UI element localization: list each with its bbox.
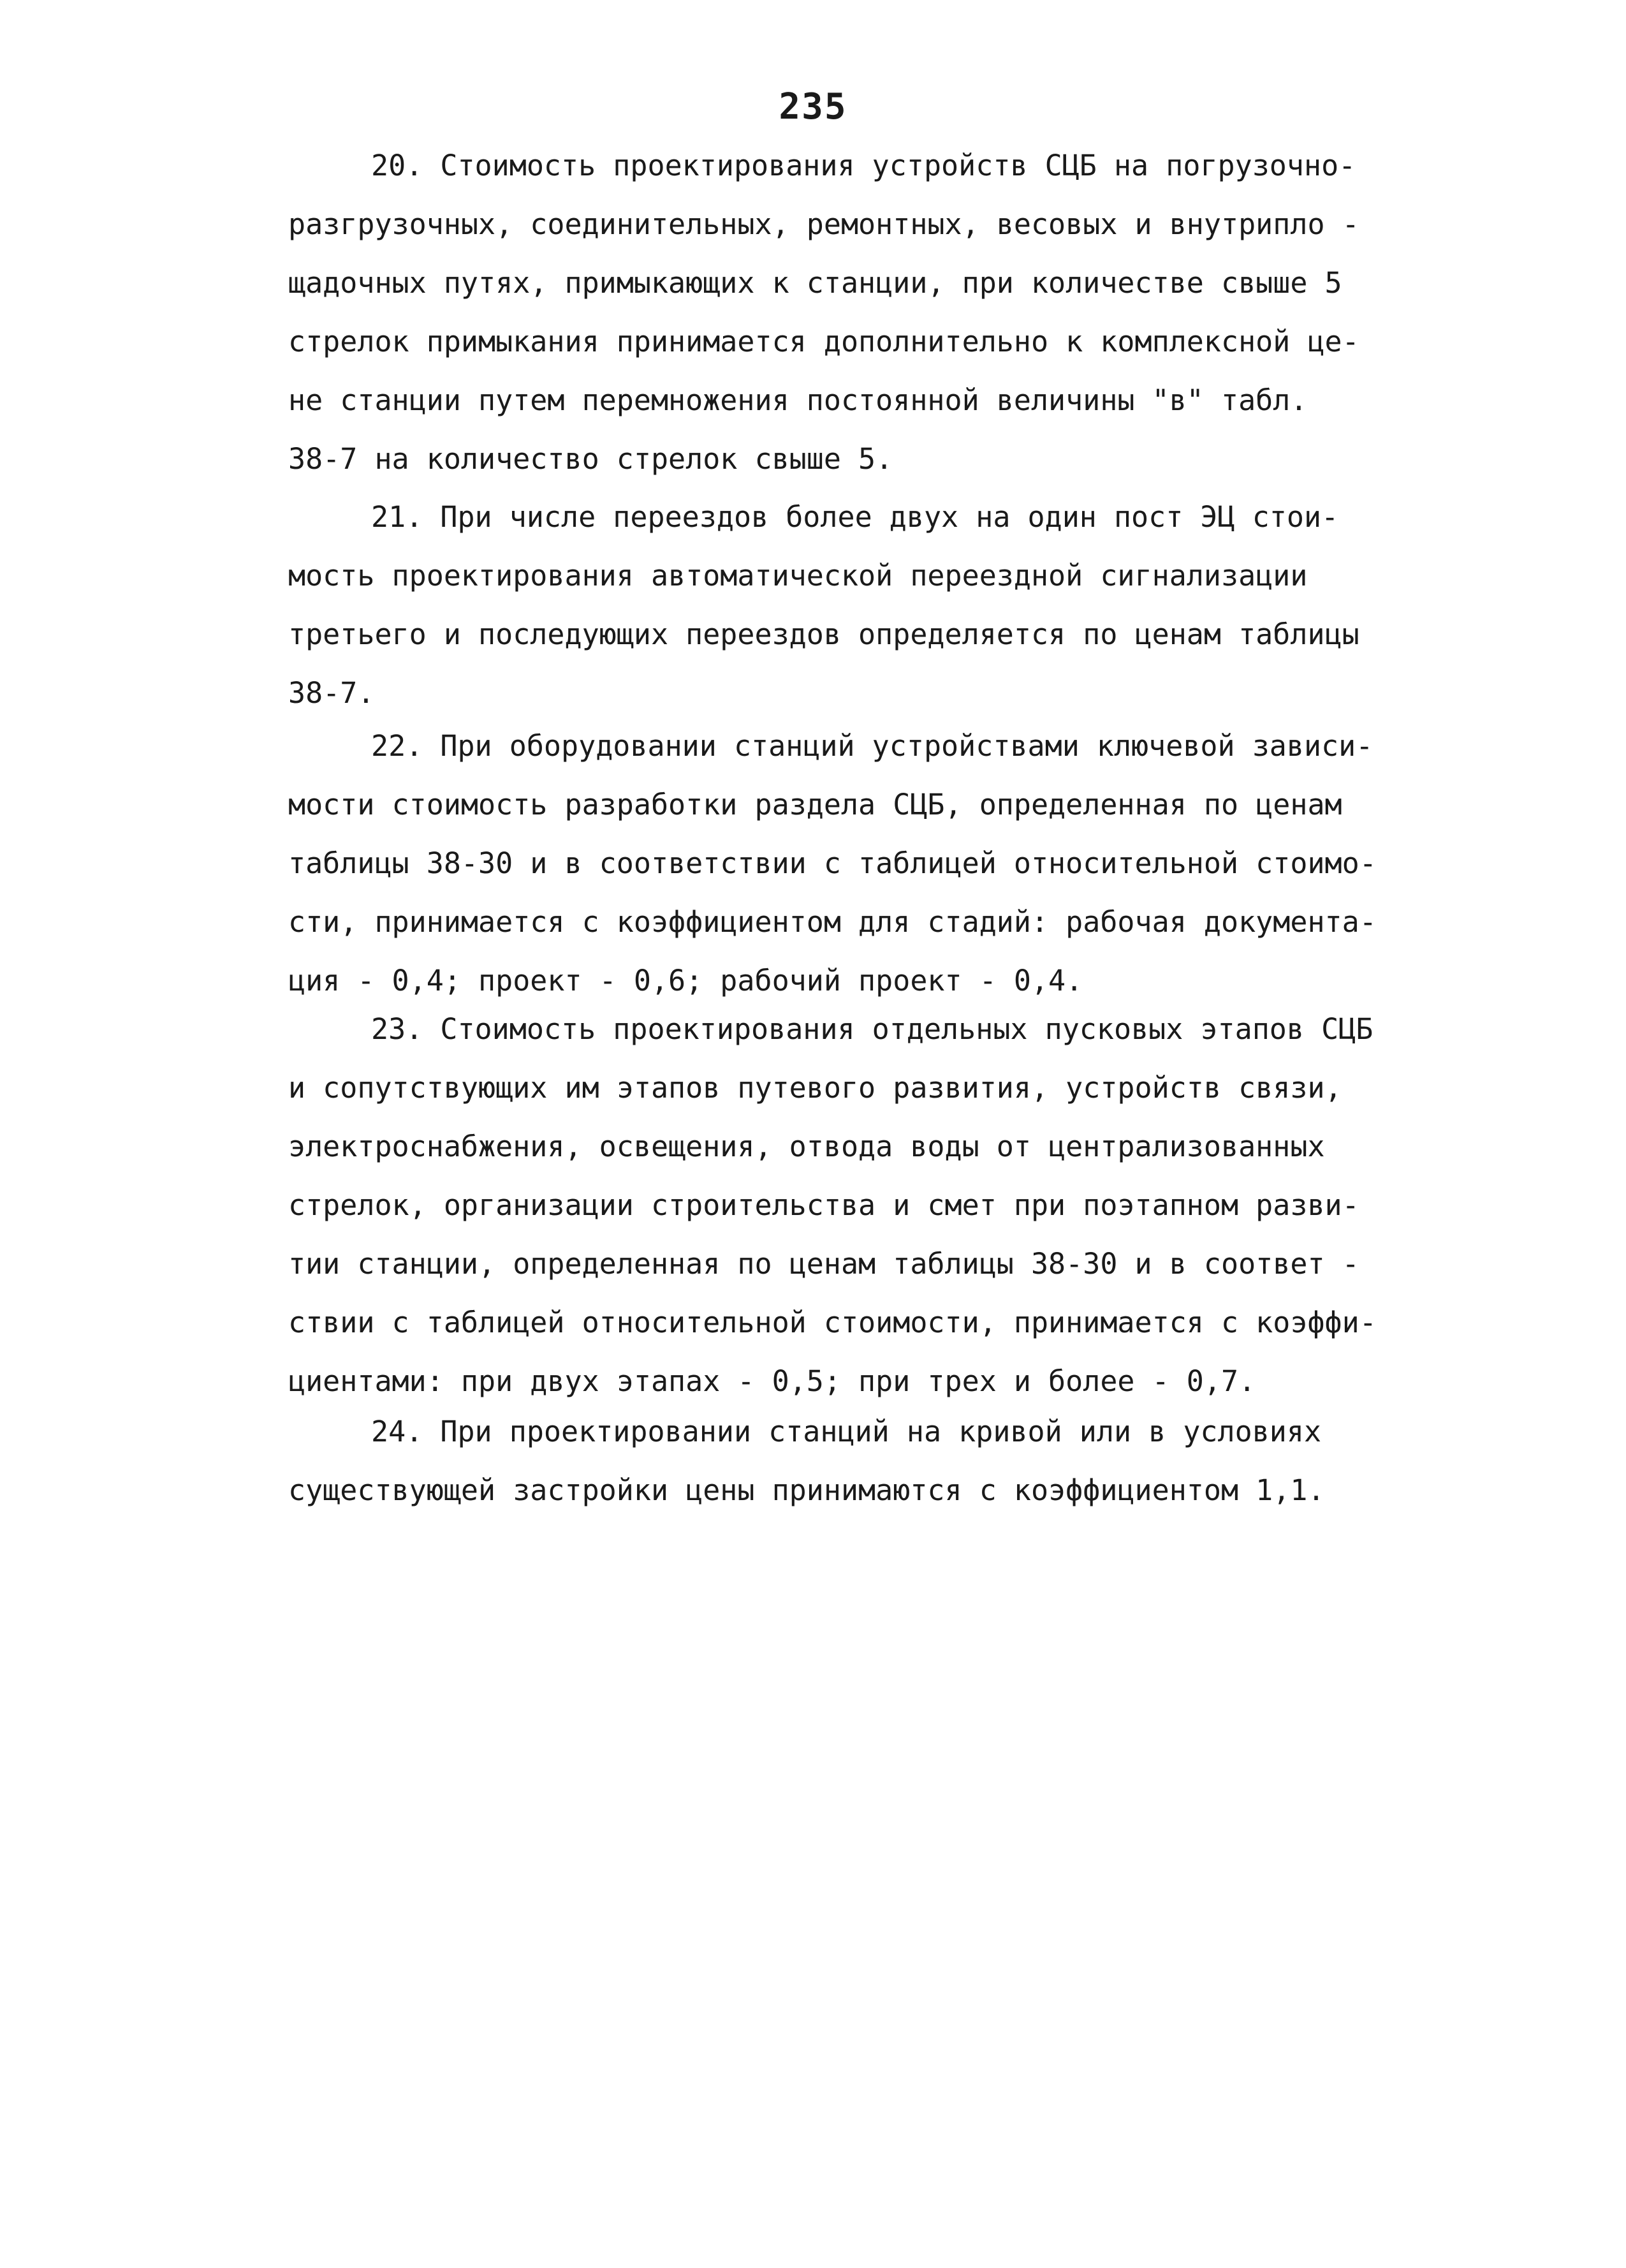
page-number: 235 <box>779 86 847 128</box>
text-line: 22. При оборудовании станций устройствами ключевой зависи- <box>371 729 1373 763</box>
text-line: таблицы 38-30 и в соответствии с таблицей относительной стоимо- <box>288 846 1377 880</box>
paragraph-22 <box>288 717 1385 1010</box>
text-line: не станции путем перемножения постоянной величины "в" табл. <box>288 383 1308 417</box>
text-line: циентами: при двух этапах - 0,5; при трех и более - 0,7. <box>288 1364 1256 1398</box>
text-line: щадочных путях, примыкающих к станции, при количестве свыше 5 <box>288 266 1342 300</box>
text-line: 21. При числе переездов более двух на один пост ЭЦ стои- <box>371 500 1339 534</box>
text-line: 24. При проектировании станций на кривой или в условиях <box>371 1415 1322 1448</box>
text-line: стрелок, организации строительства и смет при поэтапном разви- <box>288 1188 1359 1222</box>
text-line: тии станции, определенная по ценам таблицы 38-30 и в соответ - <box>288 1247 1359 1281</box>
paragraph-23 <box>288 1000 1385 1411</box>
text-line: мости стоимость разработки раздела СЦБ, определенная по ценам <box>288 788 1342 821</box>
paragraph-24 <box>288 1403 1385 1520</box>
text-line: мость проектирования автоматической переездной сигнализации <box>288 559 1308 593</box>
text-line: и сопутствующих им этапов путевого развития, устройств связи, <box>288 1071 1342 1105</box>
text-line: разгрузочных, соединительных, ремонтных, весовых и внутрипло - <box>288 207 1359 241</box>
text-line: существующей застройки цены принимаются с коэффициентом 1,1. <box>288 1473 1325 1507</box>
paragraph-20 <box>288 136 1385 489</box>
text-line: ция - 0,4; проект - 0,6; рабочий проект - 0,4. <box>288 964 1083 998</box>
text-line: 20. Стоимость проектирования устройств СЦБ на погрузочно- <box>371 149 1356 182</box>
text-line: 23. Стоимость проектирования отдельных пусковых этапов СЦБ <box>371 1012 1373 1046</box>
text-line: сти, принимается с коэффициентом для стадий: рабочая документа- <box>288 905 1377 939</box>
paragraph-21 <box>288 488 1385 723</box>
text-line: ствии с таблицей относительной стоимости, принимается с коэффи- <box>288 1306 1377 1339</box>
text-line: третьего и последующих переездов определяется по ценам таблицы <box>288 617 1359 651</box>
text-line: 38-7 на количество стрелок свыше 5. <box>288 442 893 476</box>
text-line: электроснабжения, освещения, отвода воды от централизованных <box>288 1130 1325 1163</box>
text-line: стрелок примыкания принимается дополнительно к комплексной це- <box>288 325 1359 358</box>
text-line: 38-7. <box>288 676 375 710</box>
